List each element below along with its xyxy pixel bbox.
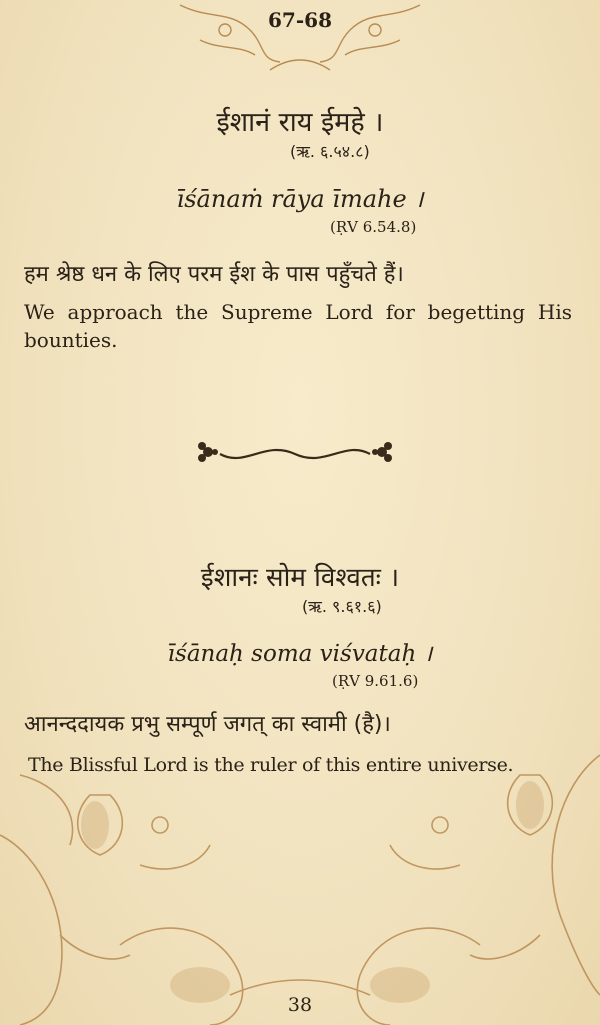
- page-number: 38: [287, 994, 313, 1016]
- verse2-sanskrit: ईशानः सोम विश्वतः ।: [200, 563, 400, 593]
- verse1-ref-latin: (ṚV 6.54.8): [330, 218, 417, 236]
- verse2-ref-devanagari: (ऋ. ९.६१.६): [302, 597, 382, 616]
- divider-ornament-icon: [190, 432, 400, 472]
- verse1-hindi: हम श्रेष्ठ धन के लिए परम ईश के पास पहुँचते हैं।: [24, 262, 404, 287]
- verse2-ref-latin: (ṚV 9.61.6): [332, 672, 419, 690]
- verse2-transliteration: īśānaḥ soma viśvataḥ ।: [167, 641, 433, 667]
- bottom-floral-ornament: [0, 715, 600, 1025]
- verse2-hindi: आनन्ददायक प्रभु सम्पूर्ण जगत् का स्वामी (है)।: [24, 712, 391, 737]
- verse1-ref-devanagari: (ऋ. ६.५४.८): [290, 142, 370, 161]
- page-range-header: 67-68: [268, 8, 332, 32]
- verse1-transliteration: īśānaṁ rāya īmahe ।: [176, 185, 424, 213]
- verse2-english: The Blissful Lord is the ruler of this entire universe.: [28, 754, 514, 776]
- verse1-english: We approach the Supreme Lord for begetting His bounties.: [24, 300, 572, 352]
- verse1-sanskrit: ईशानं राय ईमहे ।: [216, 107, 384, 138]
